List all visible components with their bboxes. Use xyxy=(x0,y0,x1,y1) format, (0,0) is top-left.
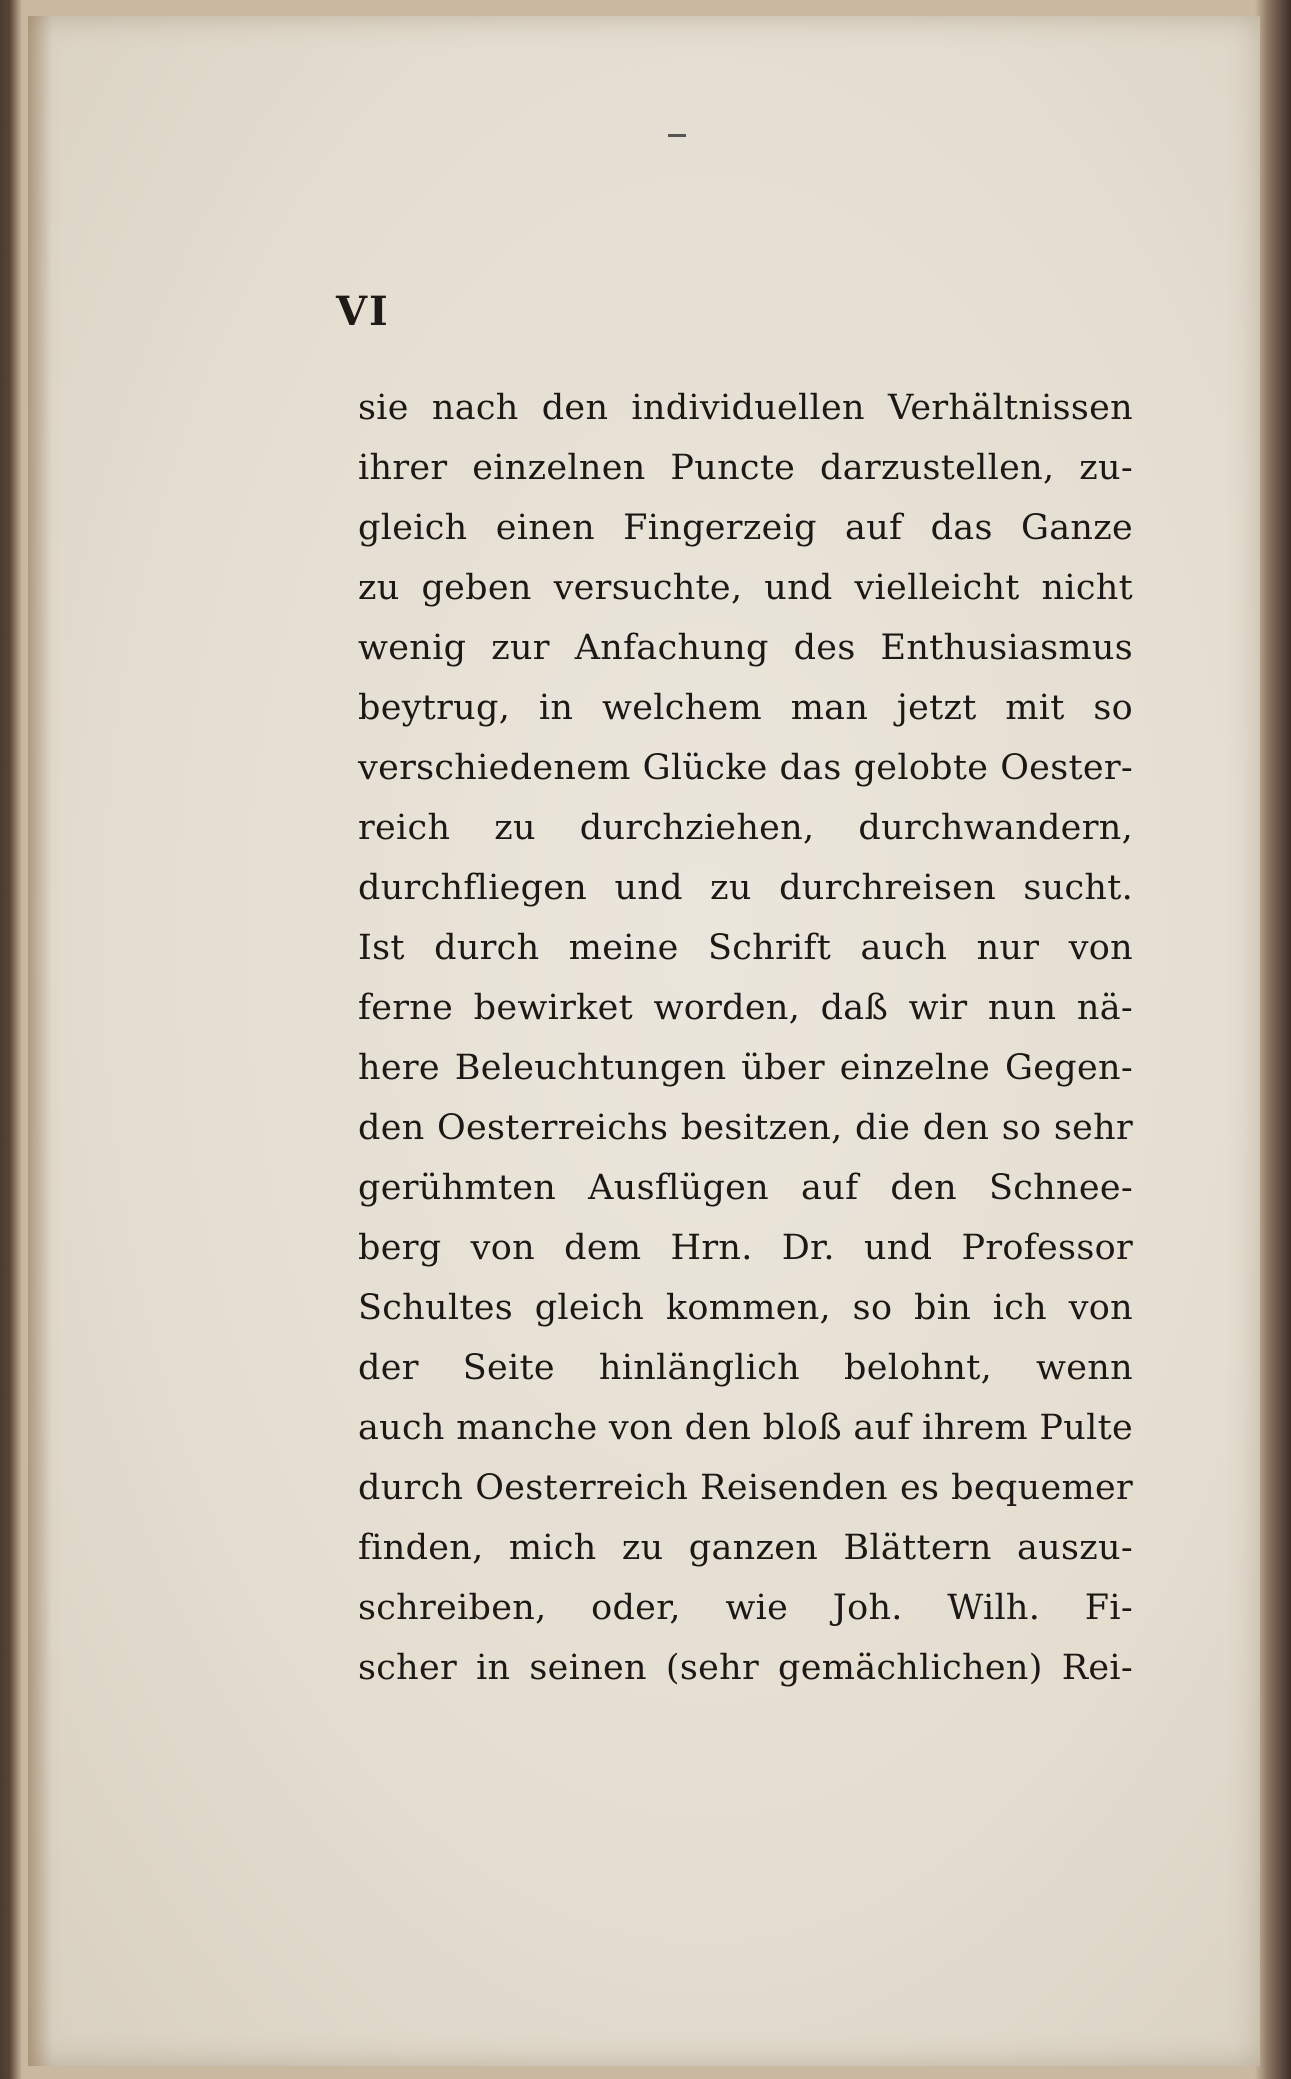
page-gutter-stain xyxy=(28,16,52,2066)
page-number: VI xyxy=(336,288,390,335)
text-line: den Oesterreichs besitzen, die den so sehr xyxy=(358,1108,1133,1148)
text-line: wenig zur Anfachung des Enthusiasmus xyxy=(358,628,1133,668)
book-page xyxy=(28,16,1260,2066)
text-line: Schultes gleich kommen, so bin ich von xyxy=(358,1288,1133,1328)
text-line: reich zu durchziehen, durchwandern, xyxy=(358,808,1133,848)
text-line: beytrug, in welchem man jetzt mit so xyxy=(358,688,1133,728)
text-line: gerühmten Ausflügen auf den Schnee- xyxy=(358,1168,1133,1208)
text-line: sie nach den individuellen Verhältnissen xyxy=(358,388,1133,428)
text-line: gleich einen Fingerzeig auf das Ganze xyxy=(358,508,1133,548)
text-line: ihrer einzelnen Puncte darzustellen, zu- xyxy=(358,448,1133,488)
text-line: here Beleuchtungen über einzelne Gegen- xyxy=(358,1048,1133,1088)
text-line: durchfliegen und zu durchreisen sucht. xyxy=(358,868,1133,908)
text-line: der Seite hinlänglich belohnt, wenn xyxy=(358,1348,1133,1388)
text-line: verschiedenem Glücke das gelobte Oester- xyxy=(358,748,1133,788)
text-line: schreiben, oder, wie Joh. Wilh. Fi- xyxy=(358,1588,1133,1628)
body-text xyxy=(358,378,1133,1698)
text-line: berg von dem Hrn. Dr. und Professor xyxy=(358,1228,1133,1268)
text-line: finden, mich zu ganzen Blättern auszu- xyxy=(358,1528,1133,1568)
text-line: durch Oesterreich Reisenden es bequemer xyxy=(358,1468,1133,1508)
text-line: auch manche von den bloß auf ihrem Pulte xyxy=(358,1408,1133,1448)
page-mark xyxy=(668,134,686,137)
text-line: scher in seinen (sehr gemächlichen) Rei- xyxy=(358,1648,1133,1688)
text-line: zu geben versuchte, und vielleicht nicht xyxy=(358,568,1133,608)
text-line: ferne bewirket worden, daß wir nun nä- xyxy=(358,988,1133,1028)
text-line: Ist durch meine Schrift auch nur von xyxy=(358,928,1133,968)
